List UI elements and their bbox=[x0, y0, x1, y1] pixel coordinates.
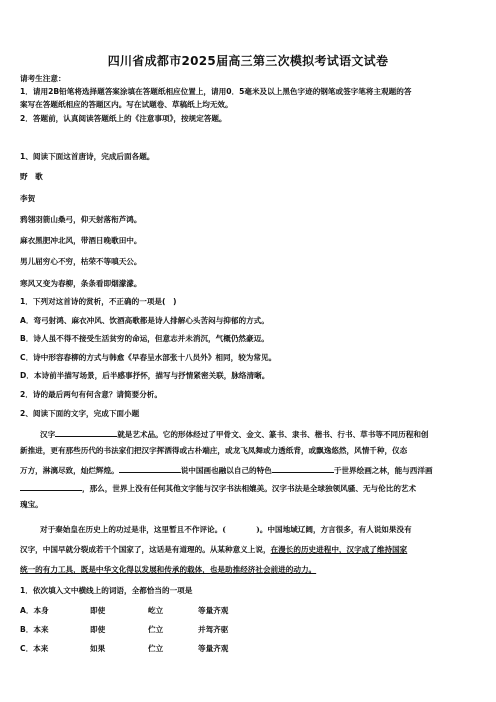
poem-line-1: 鸦翎羽箭山桑弓，仰天射落衔芦鸿。 bbox=[20, 215, 142, 224]
passage-text: ，那么，世界上没有任何其他文字能与汉字书法相媲美。汉字书法是全球独领风骚、无与伦比的艺术 bbox=[82, 484, 417, 493]
poem-line-2: 麻衣黑肥冲北风，带酒日晚歌田中。 bbox=[20, 236, 142, 245]
question-1-intro: 1、阅读下面这首唐诗，完成后面各题。 bbox=[20, 152, 155, 161]
option-b: B．诗人虽不得不接受生活贫穷的命运，但意志并未消沉，气概仍然豪迈。 bbox=[20, 334, 269, 343]
passage-line bbox=[20, 464, 482, 476]
choice-c-word-2: 伫立 bbox=[148, 644, 164, 653]
choice-a-word-3: 等量齐观 bbox=[198, 606, 229, 615]
blank-2 bbox=[119, 464, 181, 473]
page-title: 四川省成都市2025届高三第三次模拟考试语文试卷 bbox=[107, 54, 389, 68]
choice-b-word-1: 即使 bbox=[90, 625, 106, 634]
subquestion-1-2: 2．诗的最后两句有何含意？请简要分析。 bbox=[20, 390, 162, 399]
poem-line-4: 寒风又变为春柳，条条看即烟濛濛。 bbox=[20, 279, 142, 288]
passage-line: 新推进，更有那些历代的书法家们把汉字挥洒得或古朴端庄，或龙飞凤舞或力透纸背，或飘逸悠然，风情千种，仪态 bbox=[20, 446, 408, 455]
passage-text: 汉字，中国早就分裂成若干个国家了，这话是有道理的。从某种意义上说， bbox=[20, 545, 271, 554]
passage-line bbox=[20, 545, 482, 555]
subquestion-2-1: 1．依次填入文中横线上的词语，全都恰当的一项是 bbox=[20, 586, 193, 595]
poem-author: 李贺 bbox=[20, 194, 36, 203]
option-c: C．诗中形容春柳的方式与韩愈《早春呈水部张十八员外》相同，较为常见。 bbox=[20, 353, 277, 362]
poem-line-3: 男儿屈穷心不穷，枯荣不等嗔天公。 bbox=[20, 257, 142, 266]
passage-line bbox=[20, 482, 482, 494]
notice-item-1: 1．请用2B铅笔将选择题答案涂填在答题纸相应位置上，请用0．5毫米及以上黑色字迹的钢笔或签字笔将主观题的答 bbox=[20, 87, 412, 96]
passage-line bbox=[20, 565, 482, 575]
passage-text: 就是艺术品。它的形体经过了甲骨文、金文、篆书、隶书、楷书、行书、草书等不同历程和创 bbox=[117, 430, 429, 439]
choice-a-word-2: 屹立 bbox=[148, 606, 164, 615]
option-a: A．弯弓射鸿、麻衣冲风、饮酒高歌都是诗人排解心头苦闷与抑郁的方式。 bbox=[20, 316, 269, 325]
choice-b-label: B．本来 bbox=[20, 625, 49, 634]
choice-c-word-1: 如果 bbox=[90, 644, 106, 653]
choice-c-word-3: 等量齐观 bbox=[198, 644, 229, 653]
notice-item-2: 2．答题前，认真阅读答题纸上的《注意事项》，按规定答题。 bbox=[20, 114, 227, 123]
choice-b-word-2: 伫立 bbox=[148, 625, 164, 634]
choice-a-label: A．本身 bbox=[20, 606, 49, 615]
underlined-sentence: 在漫长的历史进程中，汉字成了维持国家 bbox=[270, 545, 408, 554]
blank-1 bbox=[55, 428, 117, 437]
notice-heading: 请考生注意： bbox=[20, 74, 66, 83]
passage-text: 汉字 bbox=[40, 430, 56, 439]
choice-b-word-3: 并驾齐驱 bbox=[198, 625, 229, 634]
option-d: D．本诗前半描写场景，后半感事抒怀，描写与抒情紧密关联，脉络清晰。 bbox=[20, 371, 270, 380]
passage-line bbox=[40, 428, 482, 440]
poem-title: 野 歌 bbox=[20, 172, 43, 181]
passage-text: 于世界绘画之林，能与西洋画 bbox=[333, 466, 433, 475]
passage-line: 瑰宝。 bbox=[20, 500, 43, 509]
choice-a-word-1: 即使 bbox=[90, 606, 106, 615]
notice-item-1-cont: 案写在答题纸相应的答题区内。写在试题卷、草稿纸上均无效。 bbox=[20, 100, 233, 109]
passage-text: 万方，淋漓尽致，灿烂辉煌。 bbox=[20, 466, 119, 475]
underlined-sentence: 统一的有力工具，既是中华文化得以发展和传承的载体，也是助推经济社会前进的动力。 bbox=[20, 565, 317, 574]
passage-line: 对于秦始皇在历史上的功过是非，这里暂且不作评论。( )。中国地域辽阔，方言很多，有人说如果没有 bbox=[40, 525, 412, 534]
passage-text: 说中国画也融以自己的特色 bbox=[180, 466, 272, 475]
choice-c-label: C．本来 bbox=[20, 644, 49, 653]
blank-4 bbox=[20, 482, 82, 491]
subquestion-1-1: 1．下列对这首诗的赏析，不正确的一项是( ) bbox=[20, 297, 177, 306]
question-2-intro: 2、阅读下面的文字，完成下面小题 bbox=[20, 409, 140, 418]
blank-3 bbox=[272, 464, 334, 473]
